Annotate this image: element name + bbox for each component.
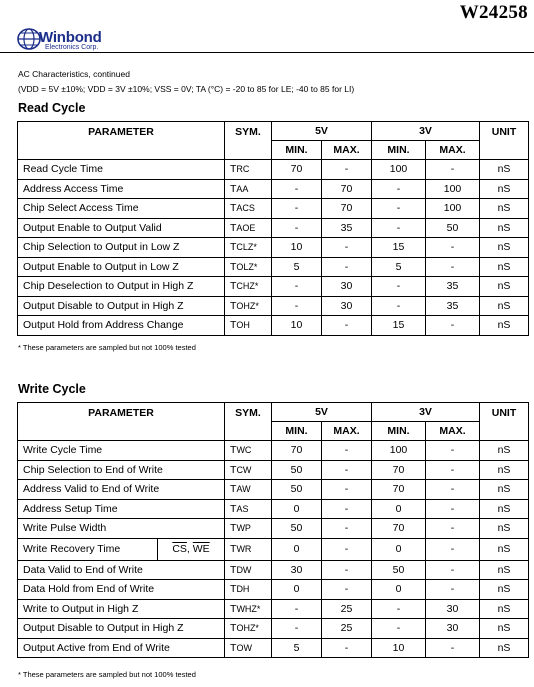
min-5v-cell: - [272, 599, 322, 619]
symbol-cell: TDH [225, 580, 272, 600]
col-min-5v: MIN. [272, 141, 322, 160]
col-5v: 5V [272, 122, 372, 141]
col-max-3v: MAX. [426, 422, 480, 441]
table-row [18, 160, 529, 180]
max-3v-cell: 30 [426, 619, 480, 639]
min-5v-cell: 10 [272, 238, 322, 258]
logo-subtitle: Electronics Corp. [45, 44, 99, 51]
max-3v-cell: 35 [426, 277, 480, 297]
parameter-cell: Address Valid to End of Write [18, 480, 225, 500]
table-row [18, 441, 529, 461]
write-footnote: * These parameters are sampled but not 100% tested [18, 670, 196, 679]
symbol-cell: TOW [225, 638, 272, 658]
parameter-cell: Write to Output in High Z [18, 599, 225, 619]
max-3v-cell: - [426, 257, 480, 277]
max-3v-cell: - [426, 519, 480, 539]
unit-cell: nS [480, 179, 529, 199]
read-footnote: * These parameters are sampled but not 100% tested [18, 343, 196, 352]
symbol-cell: TWHZ* [225, 599, 272, 619]
min-5v-cell: 50 [272, 480, 322, 500]
parameter-cell: Output Active from End of Write [18, 638, 225, 658]
part-number: W24258 [459, 2, 528, 23]
max-5v-cell: 25 [322, 619, 372, 639]
unit-cell: nS [480, 599, 529, 619]
table-row [18, 257, 529, 277]
unit-cell: nS [480, 199, 529, 219]
table-row [18, 480, 529, 500]
unit-cell: nS [480, 619, 529, 639]
table-row [18, 296, 529, 316]
col-max-3v: MAX. [426, 141, 480, 160]
table-row [18, 619, 529, 639]
min-3v-cell: 100 [372, 160, 426, 180]
max-3v-cell: - [426, 316, 480, 336]
col-parameter: PARAMETER [18, 122, 225, 160]
max-5v-cell: - [322, 638, 372, 658]
header-rule [0, 52, 534, 53]
min-3v-cell: 0 [372, 499, 426, 519]
min-3v-cell: 15 [372, 238, 426, 258]
min-5v-cell: 5 [272, 638, 322, 658]
unit-cell: nS [480, 277, 529, 297]
parameter-cell: Data Valid to End of Write [18, 560, 225, 580]
min-3v-cell: - [372, 619, 426, 639]
min-3v-cell: 70 [372, 460, 426, 480]
max-3v-cell: - [426, 638, 480, 658]
min-5v-cell: 5 [272, 257, 322, 277]
col-parameter: PARAMETER [18, 403, 225, 441]
parameter-cell: Chip Selection to End of Write [18, 460, 225, 480]
parameter-cell: Chip Select Access Time [18, 199, 225, 219]
col-unit: UNIT [480, 403, 529, 441]
table-row [18, 218, 529, 238]
max-3v-cell: - [426, 441, 480, 461]
max-5v-cell: - [322, 480, 372, 500]
min-5v-cell: - [272, 619, 322, 639]
max-3v-cell: - [426, 538, 480, 560]
max-3v-cell: 50 [426, 218, 480, 238]
min-5v-cell: - [272, 199, 322, 219]
min-3v-cell: 70 [372, 519, 426, 539]
symbol-cell: TDW [225, 560, 272, 580]
symbol-cell: TOHZ* [225, 296, 272, 316]
unit-cell: nS [480, 538, 529, 560]
max-5v-cell: - [322, 441, 372, 461]
parameter-cell: Address Access Time [18, 179, 225, 199]
min-3v-cell: - [372, 277, 426, 297]
table-row [18, 277, 529, 297]
intro-conditions: (VDD = 5V ±10%; VDD = 3V ±10%; VSS = 0V; TA (°C) = -20 to 85 for LE; -40 to 85 for LI) [18, 84, 355, 94]
unit-cell: nS [480, 218, 529, 238]
col-max-5v: MAX. [322, 422, 372, 441]
min-3v-cell: - [372, 296, 426, 316]
parameter-cell: Chip Deselection to Output in High Z [18, 277, 225, 297]
max-3v-cell: 100 [426, 199, 480, 219]
min-3v-cell: 15 [372, 316, 426, 336]
unit-cell: nS [480, 560, 529, 580]
table-row [18, 560, 529, 580]
unit-cell: nS [480, 460, 529, 480]
min-3v-cell: - [372, 599, 426, 619]
col-max-5v: MAX. [322, 141, 372, 160]
table-row [18, 538, 529, 560]
symbol-cell: TAW [225, 480, 272, 500]
unit-cell: nS [480, 238, 529, 258]
max-5v-cell: 70 [322, 199, 372, 219]
unit-cell: nS [480, 441, 529, 461]
parameter-cell: Write Cycle Time [18, 441, 225, 461]
min-3v-cell: - [372, 179, 426, 199]
table-row [18, 638, 529, 658]
max-3v-cell: - [426, 460, 480, 480]
parameter-cell: Write Recovery Time [18, 538, 158, 560]
table-row [18, 199, 529, 219]
min-3v-cell: 5 [372, 257, 426, 277]
max-3v-cell: 30 [426, 599, 480, 619]
symbol-cell: TWR [225, 538, 272, 560]
symbol-cell: TOLZ* [225, 257, 272, 277]
symbol-cell: TCW [225, 460, 272, 480]
min-5v-cell: 0 [272, 580, 322, 600]
col-sym: SYM. [225, 403, 272, 441]
table-row [18, 519, 529, 539]
min-3v-cell: 70 [372, 480, 426, 500]
parameter-cell: Data Hold from End of Write [18, 580, 225, 600]
read-cycle-title: Read Cycle [18, 101, 86, 115]
symbol-cell: TAA [225, 179, 272, 199]
min-5v-cell: 70 [272, 160, 322, 180]
col-min-5v: MIN. [272, 422, 322, 441]
table-row [18, 499, 529, 519]
min-3v-cell: 50 [372, 560, 426, 580]
min-3v-cell: - [372, 199, 426, 219]
unit-cell: nS [480, 296, 529, 316]
max-5v-cell: - [322, 238, 372, 258]
symbol-cell: TWP [225, 519, 272, 539]
table-row [18, 460, 529, 480]
min-5v-cell: - [272, 296, 322, 316]
min-3v-cell: - [372, 218, 426, 238]
parameter-cell: Output Enable to Output in Low Z [18, 257, 225, 277]
min-3v-cell: 0 [372, 538, 426, 560]
unit-cell: nS [480, 499, 529, 519]
min-5v-cell: 0 [272, 538, 322, 560]
min-5v-cell: 50 [272, 519, 322, 539]
unit-cell: nS [480, 519, 529, 539]
min-5v-cell: 70 [272, 441, 322, 461]
parameter-cell: Address Setup Time [18, 499, 225, 519]
max-5v-cell: 70 [322, 179, 372, 199]
max-3v-cell: - [426, 580, 480, 600]
write-cycle-table [17, 402, 529, 658]
separator: , [186, 543, 193, 555]
min-5v-cell: 0 [272, 499, 322, 519]
max-5v-cell: - [322, 160, 372, 180]
max-5v-cell: 35 [322, 218, 372, 238]
max-5v-cell: - [322, 257, 372, 277]
min-5v-cell: - [272, 179, 322, 199]
max-5v-cell: - [322, 499, 372, 519]
symbol-cell: TRC [225, 160, 272, 180]
unit-cell: nS [480, 638, 529, 658]
min-3v-cell: 10 [372, 638, 426, 658]
col-unit: UNIT [480, 122, 529, 160]
min-5v-cell: - [272, 277, 322, 297]
parameter-cell: Output Enable to Output Valid [18, 218, 225, 238]
col-3v: 3V [372, 122, 480, 141]
min-5v-cell: 10 [272, 316, 322, 336]
min-5v-cell: - [272, 218, 322, 238]
table-row [18, 316, 529, 336]
min-3v-cell: 100 [372, 441, 426, 461]
max-3v-cell: - [426, 480, 480, 500]
max-3v-cell: - [426, 560, 480, 580]
min-3v-cell: 0 [372, 580, 426, 600]
symbol-cell: TCLZ* [225, 238, 272, 258]
max-3v-cell: - [426, 499, 480, 519]
unit-cell: nS [480, 480, 529, 500]
max-3v-cell: - [426, 238, 480, 258]
min-5v-cell: 30 [272, 560, 322, 580]
min-5v-cell: 50 [272, 460, 322, 480]
parameter-cell: Read Cycle Time [18, 160, 225, 180]
parameter-cell: Output Disable to Output in High Z [18, 296, 225, 316]
max-5v-cell: - [322, 538, 372, 560]
max-3v-cell: 100 [426, 179, 480, 199]
unit-cell: nS [480, 257, 529, 277]
intro-title: AC Characteristics, continued [18, 69, 130, 79]
cs-signal: $\overline{CS}$ [172, 543, 187, 555]
symbol-cell: TACS [225, 199, 272, 219]
max-5v-cell: - [322, 580, 372, 600]
unit-cell: nS [480, 580, 529, 600]
max-5v-cell: 30 [322, 277, 372, 297]
we-signal: $\overline{WE}$ [192, 543, 210, 555]
parameter-cell: Output Disable to Output in High Z [18, 619, 225, 639]
logo-brand: Winbond [39, 29, 102, 46]
table-row [18, 580, 529, 600]
parameter-cell: Chip Selection to Output in Low Z [18, 238, 225, 258]
symbol-cell: TOHZ* [225, 619, 272, 639]
symbol-cell: TAOE [225, 218, 272, 238]
table-row [18, 238, 529, 258]
max-5v-cell: - [322, 560, 372, 580]
max-5v-cell: - [322, 519, 372, 539]
recovery-signal-note [158, 538, 225, 560]
max-5v-cell: - [322, 316, 372, 336]
symbol-cell: TWC [225, 441, 272, 461]
col-3v: 3V [372, 403, 480, 422]
col-sym: SYM. [225, 122, 272, 160]
max-3v-cell: - [426, 160, 480, 180]
max-5v-cell: 30 [322, 296, 372, 316]
col-min-3v: MIN. [372, 141, 426, 160]
symbol-cell: TOH [225, 316, 272, 336]
read-cycle-table [17, 121, 529, 336]
col-min-3v: MIN. [372, 422, 426, 441]
max-5v-cell: 25 [322, 599, 372, 619]
symbol-cell: TCHZ* [225, 277, 272, 297]
write-cycle-title: Write Cycle [18, 382, 86, 396]
table-row [18, 179, 529, 199]
company-logo [17, 27, 127, 55]
table-row [18, 599, 529, 619]
symbol-cell: TAS [225, 499, 272, 519]
parameter-cell: Write Pulse Width [18, 519, 225, 539]
max-5v-cell: - [322, 460, 372, 480]
col-5v: 5V [272, 403, 372, 422]
unit-cell: nS [480, 160, 529, 180]
unit-cell: nS [480, 316, 529, 336]
parameter-cell: Output Hold from Address Change [18, 316, 225, 336]
max-3v-cell: 35 [426, 296, 480, 316]
